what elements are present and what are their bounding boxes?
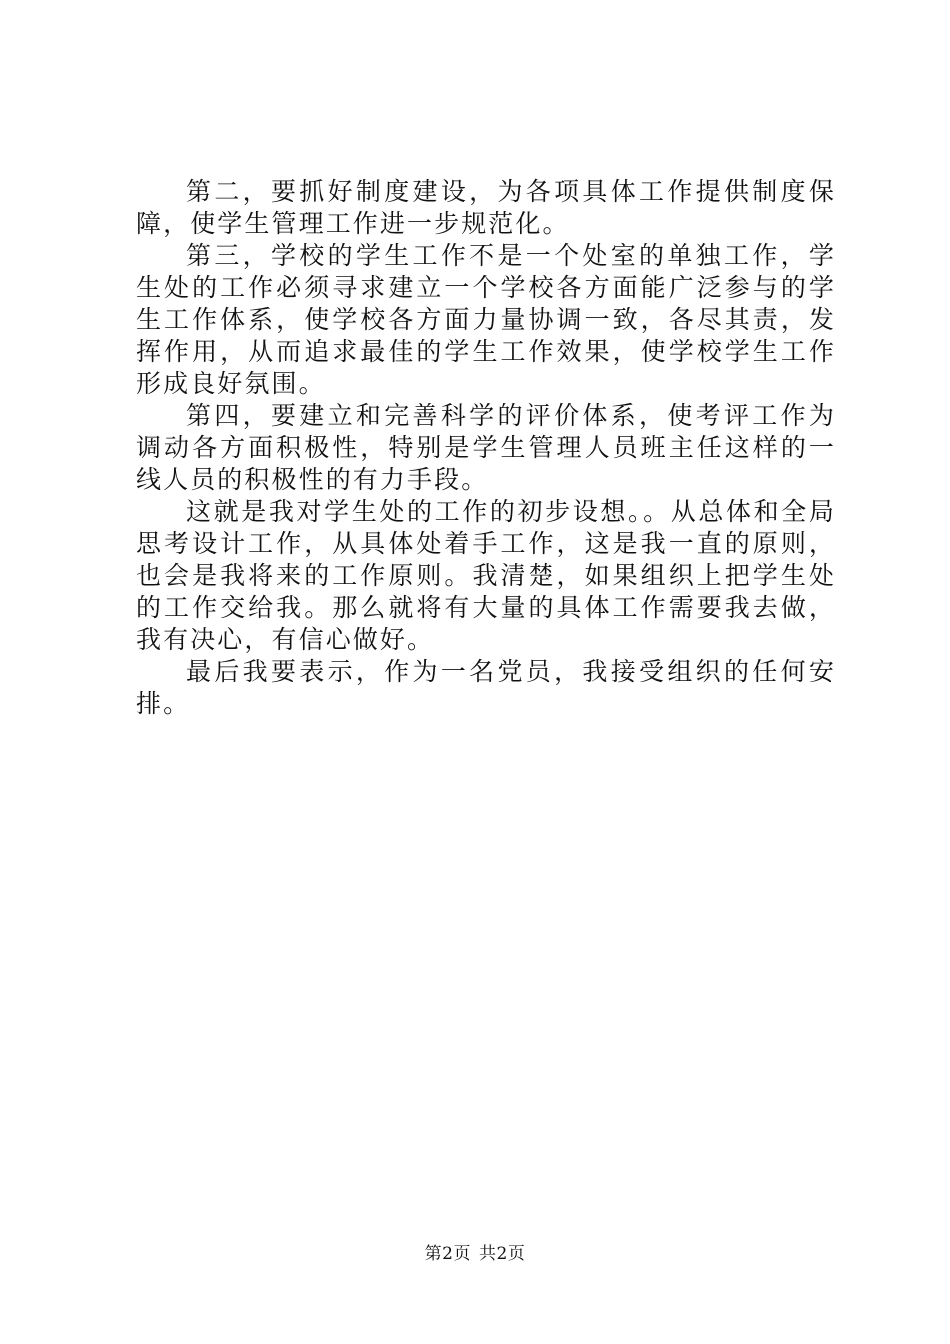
paragraph-closing: 最后我要表示，作为一名党员，我接受组织的任何安排。 bbox=[136, 657, 836, 718]
paragraph-fourth-point: 第四，要建立和完善科学的评价体系，使考评工作为调动各方面积极性，特别是学生管理人员班主任这样的一线人员的积极性的有力手段。 bbox=[136, 401, 836, 494]
page-total: 共2页 bbox=[479, 1244, 526, 1264]
page-footer bbox=[0, 1242, 950, 1266]
paragraph-third-point: 第三，学校的学生工作不是一个处室的单独工作，学生处的工作必须寻求建立一个学校各方面能广泛参与的学生工作体系，使学校各方面力量协调一致，各尽其责，发挥作用，从而追求最佳的学生工作效果，使学校学生工作形成良好氛围。 bbox=[136, 241, 836, 398]
paragraph-second-point: 第二，要抓好制度建设，为各项具体工作提供制度保障，使学生管理工作进一步规范化。 bbox=[136, 177, 836, 238]
page-number: 第2页 bbox=[424, 1244, 471, 1264]
document-body bbox=[136, 176, 836, 720]
paragraph-summary: 这就是我对学生处的工作的初步设想。。从总体和全局思考设计工作，从具体处着手工作，这是我一直的原则，也会是我将来的工作原则。我清楚，如果组织上把学生处的工作交给我。那么就将有大量的具体工作需要我去做，我有决心，有信心做好。 bbox=[136, 497, 836, 654]
